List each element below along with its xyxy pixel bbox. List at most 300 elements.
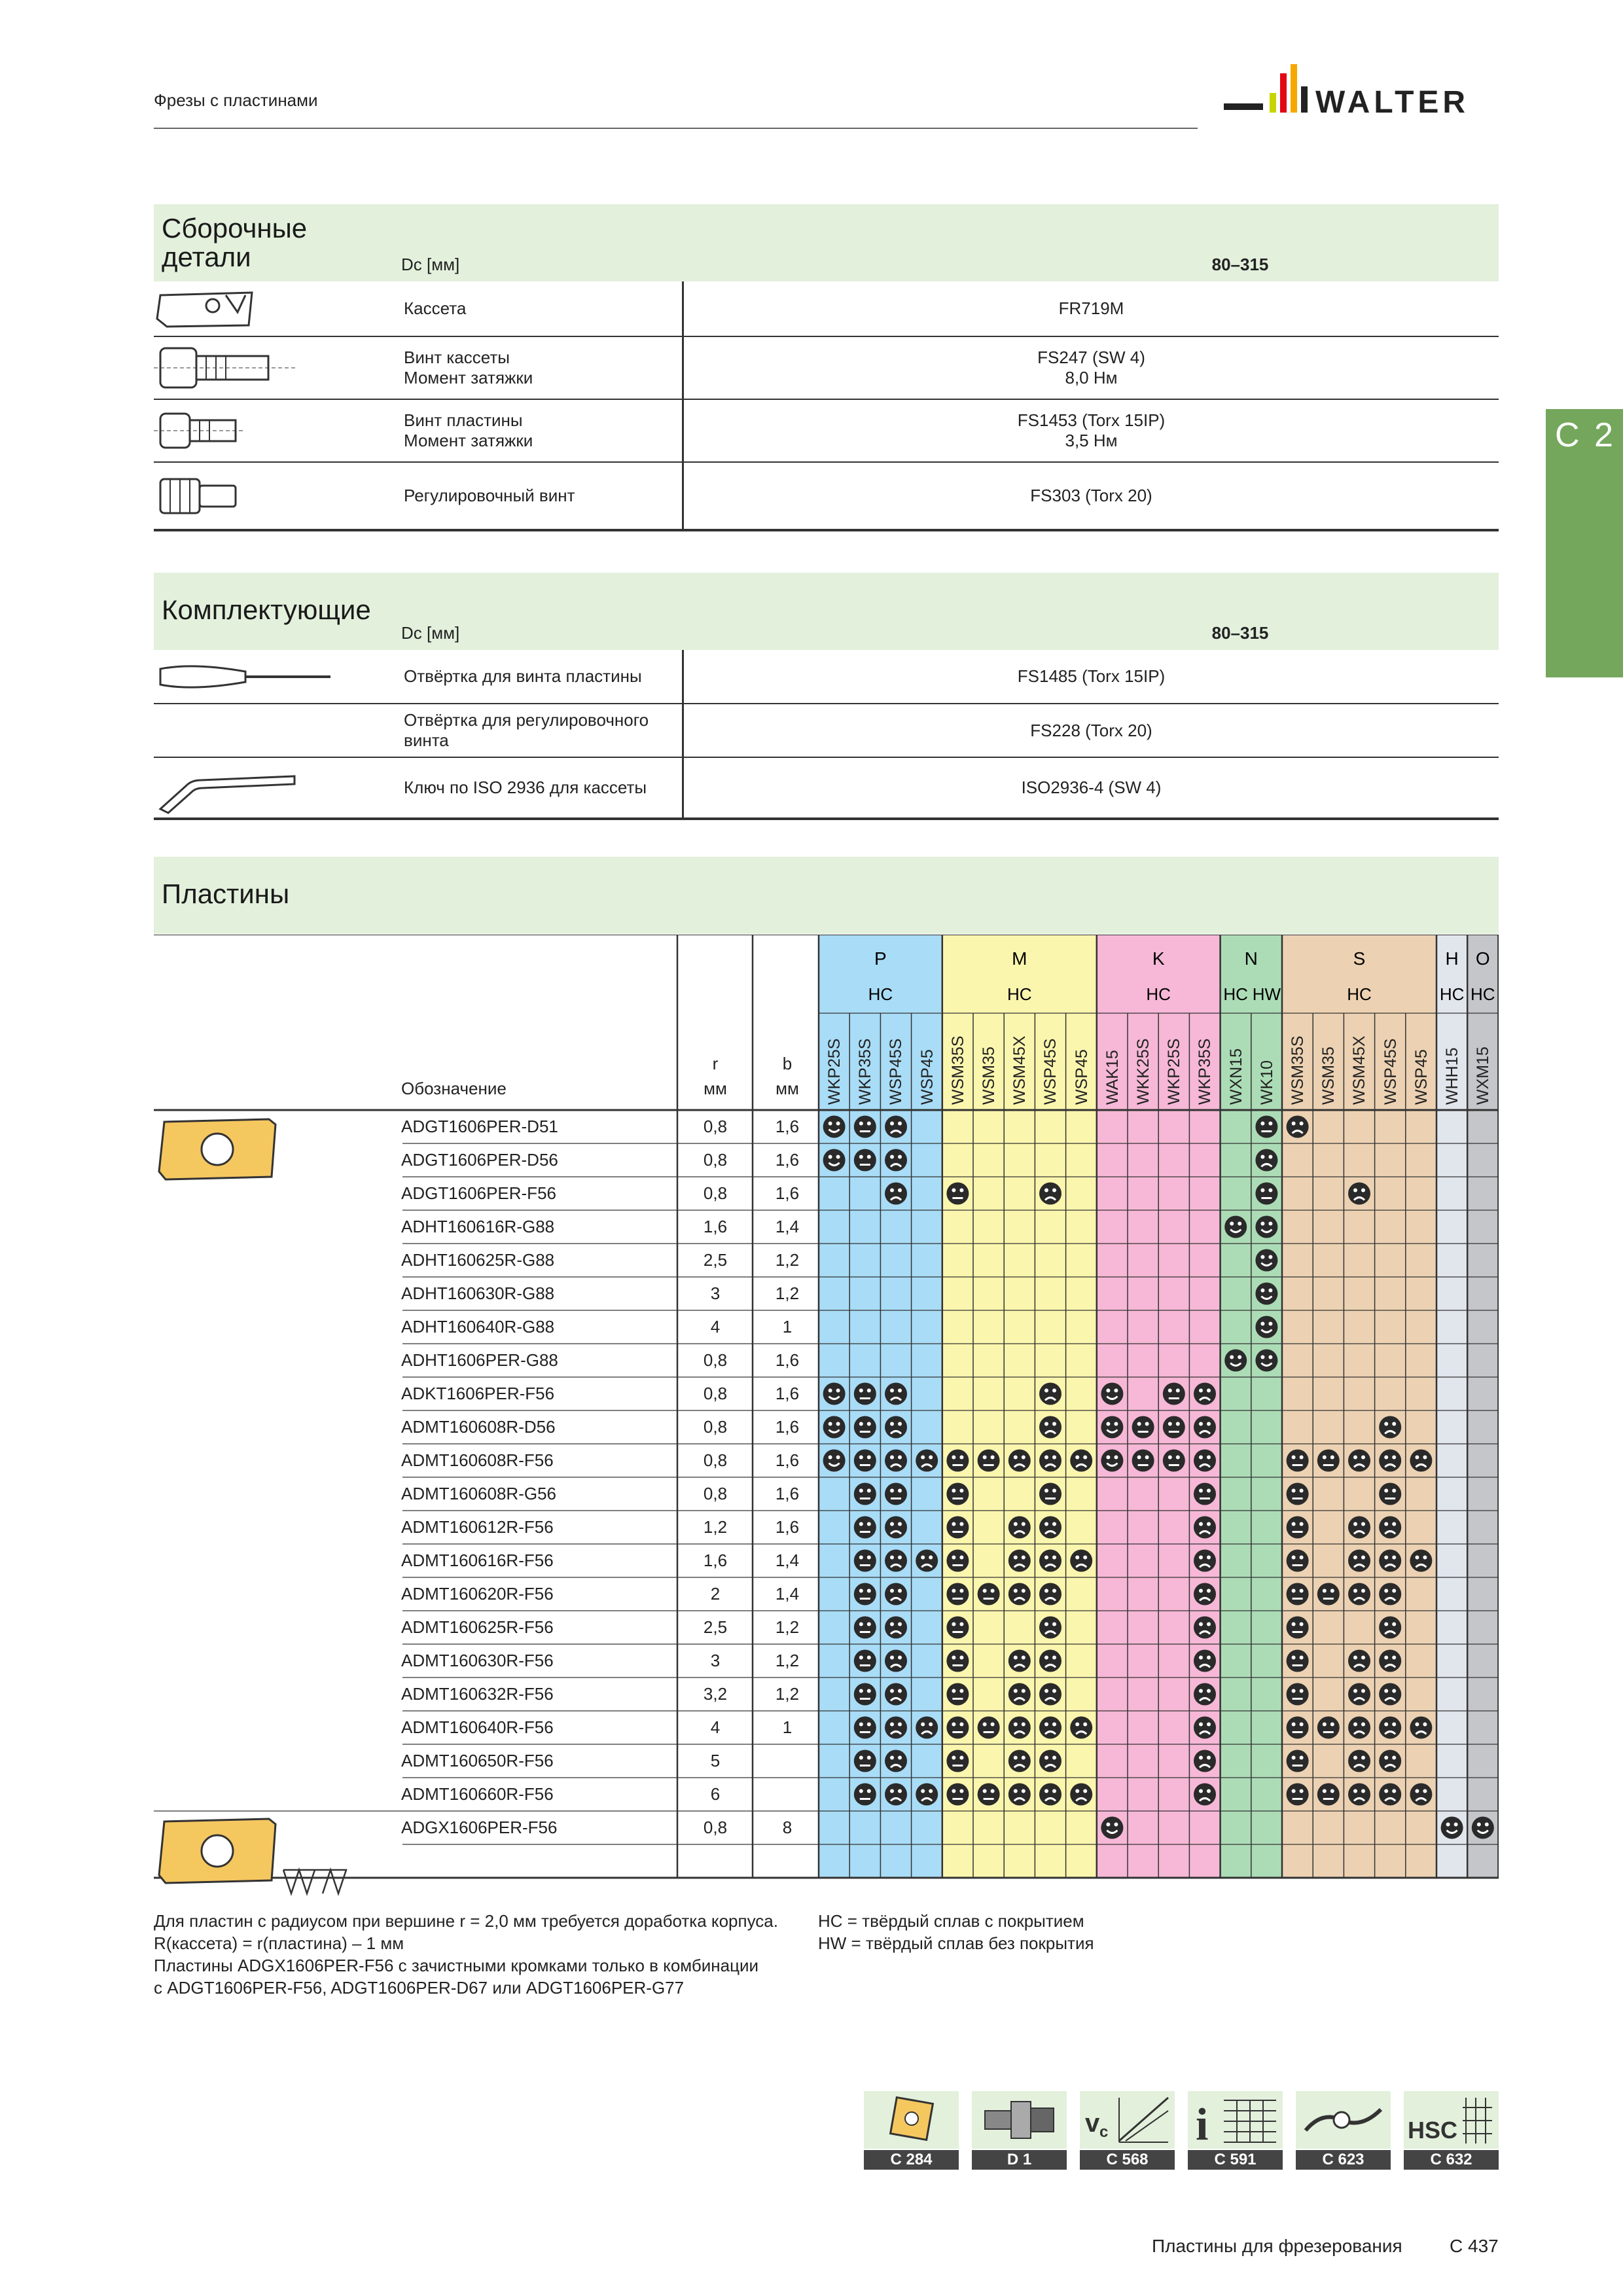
difficult-conditions-icon: [1255, 1149, 1277, 1172]
insert-b: 1,6: [775, 1150, 800, 1170]
difficult-conditions-icon: [885, 1450, 907, 1472]
insert-b: 1,6: [775, 1117, 800, 1136]
insert-b: 1,6: [775, 1450, 800, 1470]
holder-icon: [972, 2091, 1067, 2149]
assembly-label: Винт кассеты Момент затяжки: [396, 336, 683, 399]
insert-designation: ADMT160630R-F56: [401, 1651, 554, 1670]
normal-conditions-icon: [854, 1516, 876, 1539]
hsc-icon: [1404, 2091, 1499, 2149]
nav-tool-application[interactable]: [1296, 2091, 1391, 2171]
good-conditions-icon: [823, 1149, 846, 1172]
difficult-conditions-icon: [1348, 1516, 1370, 1539]
insert-b: 1: [782, 1717, 793, 1737]
good-conditions-icon: [1255, 1283, 1277, 1305]
normal-conditions-icon: [1287, 1617, 1309, 1639]
assembly-title-2: детали: [162, 242, 251, 272]
difficult-conditions-icon: [885, 1617, 907, 1639]
normal-conditions-icon: [854, 1750, 876, 1772]
group-sub: HC: [1439, 984, 1465, 1004]
nav-insert-geometry[interactable]: [864, 2091, 959, 2171]
assembly-table: [154, 281, 1499, 531]
difficult-conditions-icon: [1348, 1450, 1370, 1472]
difficult-conditions-icon: [1008, 1583, 1031, 1605]
difficult-conditions-icon: [1008, 1516, 1031, 1539]
good-conditions-icon: [823, 1383, 846, 1405]
good-conditions-icon: [1255, 1216, 1277, 1238]
accessory-label: Отвёртка для винта пластины: [396, 650, 683, 704]
cassette-screw-icon: [154, 336, 396, 399]
good-conditions-icon: [1441, 1817, 1463, 1839]
group-sub: HW: [1252, 984, 1281, 1004]
normal-conditions-icon: [1287, 1683, 1309, 1706]
normal-conditions-icon: [1317, 1450, 1340, 1472]
grade-label: WKK25S: [1134, 1038, 1152, 1105]
difficult-conditions-icon: [885, 1183, 907, 1205]
grade-label: WK10: [1257, 1060, 1276, 1105]
normal-conditions-icon: [854, 1483, 876, 1505]
difficult-conditions-icon: [1348, 1784, 1370, 1806]
normal-conditions-icon: [1132, 1416, 1154, 1439]
good-conditions-icon: [823, 1450, 846, 1472]
grade-label: WKP25S: [825, 1038, 844, 1105]
difficult-conditions-icon: [1008, 1650, 1031, 1672]
header-rule: [154, 128, 1198, 129]
normal-conditions-icon: [1379, 1483, 1401, 1505]
nav-label: C 568: [1080, 2150, 1175, 2170]
group-sub: HC: [1471, 984, 1495, 1004]
good-conditions-icon: [1101, 1383, 1123, 1405]
normal-conditions-icon: [854, 1717, 876, 1739]
group-sub: HC: [1223, 984, 1248, 1004]
col-designation: Обозначение: [401, 1079, 507, 1098]
insert-designation: ADHT1606PER-G88: [401, 1350, 558, 1370]
insert-r: 0,8: [703, 1484, 728, 1503]
normal-conditions-icon: [1163, 1450, 1185, 1472]
footnote-2: R(кассета) = r(пластина) – 1 мм: [154, 1933, 404, 1953]
accessories-table: [154, 650, 1499, 820]
grade-label: WSP45S: [1381, 1038, 1400, 1105]
group-sub: HC: [1347, 984, 1372, 1004]
difficult-conditions-icon: [1039, 1450, 1061, 1472]
insert-r: 4: [710, 1717, 721, 1737]
difficult-conditions-icon: [1379, 1516, 1401, 1539]
good-conditions-icon: [1224, 1350, 1247, 1372]
assembly-label: Регулировочный винт: [396, 462, 683, 530]
inserts-header: [154, 857, 1499, 934]
normal-conditions-icon: [1132, 1450, 1154, 1472]
dc-value: 80–315: [1211, 623, 1269, 643]
insert-designation: ADMT160632R-F56: [401, 1684, 554, 1704]
assembly-row: [154, 462, 1499, 530]
difficult-conditions-icon: [1194, 1750, 1216, 1772]
grade-label: WHH15: [1443, 1047, 1461, 1105]
normal-conditions-icon: [1163, 1383, 1185, 1405]
difficult-conditions-icon: [1348, 1550, 1370, 1572]
svg-text:HSC: HSC: [1408, 2117, 1458, 2144]
normal-conditions-icon: [946, 1516, 969, 1539]
difficult-conditions-icon: [1008, 1784, 1031, 1806]
assembly-title-1: Сборочные: [162, 213, 308, 243]
difficult-conditions-icon: [885, 1750, 907, 1772]
assembly-value: FS1453 (Torx 15IP) 3,5 Нм: [683, 399, 1499, 462]
normal-conditions-icon: [946, 1550, 969, 1572]
normal-conditions-icon: [1163, 1416, 1185, 1439]
normal-conditions-icon: [854, 1450, 876, 1472]
difficult-conditions-icon: [916, 1450, 938, 1472]
accessory-row: [154, 704, 1499, 757]
insert-r: 6: [710, 1784, 721, 1804]
difficult-conditions-icon: [1070, 1784, 1092, 1806]
insert-b: 1,4: [775, 1551, 800, 1570]
assembly-row: [154, 399, 1499, 462]
difficult-conditions-icon: [1039, 1183, 1061, 1205]
insert-r: 0,8: [703, 1117, 728, 1136]
difficult-conditions-icon: [1379, 1617, 1401, 1639]
grade-label: WSP45: [1412, 1049, 1431, 1105]
difficult-conditions-icon: [1039, 1784, 1061, 1806]
normal-conditions-icon: [946, 1583, 969, 1605]
normal-conditions-icon: [854, 1550, 876, 1572]
normal-conditions-icon: [1287, 1784, 1309, 1806]
normal-conditions-icon: [885, 1483, 907, 1505]
nav-label: C 591: [1188, 2150, 1283, 2170]
accessory-label: Ключ по ISO 2936 для кассеты: [396, 757, 683, 819]
normal-conditions-icon: [978, 1784, 1000, 1806]
normal-conditions-icon: [946, 1183, 969, 1205]
nav-label: C 284: [864, 2150, 959, 2170]
difficult-conditions-icon: [1379, 1450, 1401, 1472]
group-letter: S: [1353, 948, 1366, 969]
grade-label: WSP45: [918, 1049, 936, 1105]
normal-conditions-icon: [1255, 1116, 1277, 1138]
difficult-conditions-icon: [1348, 1750, 1370, 1772]
insert-r: 5: [710, 1751, 721, 1770]
insert-designation: ADMT160625R-F56: [401, 1617, 554, 1637]
difficult-conditions-icon: [1348, 1183, 1370, 1205]
difficult-conditions-icon: [1008, 1750, 1031, 1772]
insert-r: 2,5: [703, 1250, 728, 1270]
insert-r: 0,8: [703, 1183, 728, 1203]
assembly-label: Кассета: [396, 281, 683, 336]
group-letter: O: [1475, 948, 1490, 969]
difficult-conditions-icon: [1194, 1650, 1216, 1672]
normal-conditions-icon: [1287, 1483, 1309, 1505]
insert-designation: ADGT1606PER-F56: [401, 1183, 556, 1203]
accessory-row: [154, 650, 1499, 704]
footnote-1: Для пластин с радиусом при вершине r = 2,0 мм требуется доработка корпуса.: [154, 1911, 778, 1931]
insert-designation: ADMT160660R-F56: [401, 1784, 554, 1804]
assembly-row: [154, 336, 1499, 399]
nav-cutting-data[interactable]: [1080, 2091, 1175, 2171]
screwdriver-icon: [154, 650, 396, 704]
difficult-conditions-icon: [1039, 1416, 1061, 1439]
insert-wiper-picture: [159, 1819, 276, 1883]
grade-label: WSM35: [1319, 1047, 1338, 1105]
difficult-conditions-icon: [1194, 1784, 1216, 1806]
insert-b: 8: [782, 1818, 793, 1837]
insert-designation: ADGX1606PER-F56: [401, 1818, 558, 1837]
insert-designation: ADMT160650R-F56: [401, 1751, 554, 1770]
insert-designation: ADHT160630R-G88: [401, 1283, 555, 1303]
dc-value: 80–315: [1211, 255, 1269, 274]
normal-conditions-icon: [1317, 1717, 1340, 1739]
insert-designation: ADMT160612R-F56: [401, 1517, 554, 1537]
difficult-conditions-icon: [1008, 1550, 1031, 1572]
difficult-conditions-icon: [1039, 1650, 1061, 1672]
difficult-conditions-icon: [885, 1683, 907, 1706]
insert-b: 1,6: [775, 1350, 800, 1370]
difficult-conditions-icon: [1379, 1416, 1401, 1439]
normal-conditions-icon: [1287, 1516, 1309, 1539]
insert-b: 1,2: [775, 1617, 800, 1637]
normal-conditions-icon: [854, 1650, 876, 1672]
difficult-conditions-icon: [1194, 1583, 1216, 1605]
insert-designation: ADGT1606PER-D51: [401, 1117, 558, 1136]
difficult-conditions-icon: [1379, 1784, 1401, 1806]
wiper-edge-icon: [283, 1870, 346, 1893]
difficult-conditions-icon: [1008, 1717, 1031, 1739]
group-sub: HC: [1007, 984, 1032, 1004]
normal-conditions-icon: [978, 1450, 1000, 1472]
insert-b: 1,6: [775, 1417, 800, 1437]
insert-r: 0,8: [703, 1417, 728, 1437]
insert-r: 0,8: [703, 1818, 728, 1837]
difficult-conditions-icon: [1410, 1784, 1432, 1806]
insert-b: 1,2: [775, 1651, 800, 1670]
cutting-data-icon: [1080, 2091, 1175, 2149]
difficult-conditions-icon: [1039, 1683, 1061, 1706]
difficult-conditions-icon: [916, 1550, 938, 1572]
difficult-conditions-icon: [1379, 1750, 1401, 1772]
difficult-conditions-icon: [1070, 1550, 1092, 1572]
insert-r: 0,8: [703, 1384, 728, 1403]
difficult-conditions-icon: [1379, 1683, 1401, 1706]
normal-conditions-icon: [978, 1583, 1000, 1605]
grade-label: WKP25S: [1165, 1038, 1184, 1105]
good-conditions-icon: [1255, 1316, 1277, 1338]
difficult-conditions-icon: [1348, 1683, 1370, 1706]
normal-conditions-icon: [854, 1116, 876, 1138]
insert-designation: ADMT160608R-D56: [401, 1417, 556, 1437]
grade-label: WSP45S: [887, 1038, 906, 1105]
difficult-conditions-icon: [1039, 1583, 1061, 1605]
assembly-value: FR719M: [683, 281, 1499, 336]
tool-application-icon: [1296, 2091, 1391, 2149]
assembly-row: [154, 281, 1499, 336]
group-letter: P: [874, 948, 887, 969]
nav-hsc[interactable]: [1404, 2091, 1499, 2171]
accessories-header: [154, 573, 1499, 650]
insert-designation: ADMT160608R-G56: [401, 1484, 556, 1503]
normal-conditions-icon: [854, 1149, 876, 1172]
grade-label: WSM45X: [1010, 1035, 1029, 1105]
difficult-conditions-icon: [885, 1784, 907, 1806]
difficult-conditions-icon: [1070, 1717, 1092, 1739]
nav-label: C 623: [1296, 2150, 1391, 2170]
normal-conditions-icon: [1287, 1750, 1309, 1772]
difficult-conditions-icon: [1379, 1717, 1401, 1739]
normal-conditions-icon: [1194, 1483, 1216, 1505]
insert-b: 1,2: [775, 1283, 800, 1303]
difficult-conditions-icon: [885, 1116, 907, 1138]
good-conditions-icon: [1255, 1350, 1277, 1372]
svg-text:WALTER: WALTER: [1315, 85, 1470, 120]
insert-r: 1,2: [703, 1517, 728, 1537]
dc-label: Dc [мм]: [401, 623, 460, 643]
grade-label: WXN15: [1226, 1048, 1245, 1105]
difficult-conditions-icon: [1348, 1650, 1370, 1672]
difficult-conditions-icon: [1039, 1550, 1061, 1572]
difficult-conditions-icon: [1379, 1650, 1401, 1672]
grade-label: WSM45X: [1350, 1035, 1369, 1105]
difficult-conditions-icon: [885, 1516, 907, 1539]
insert-b: 1,4: [775, 1584, 800, 1604]
grade-label: WAK15: [1103, 1050, 1122, 1105]
assembly-label: Винт пластины Момент затяжки: [396, 399, 683, 462]
good-conditions-icon: [1472, 1817, 1494, 1839]
normal-conditions-icon: [946, 1717, 969, 1739]
insert-designation: ADMT160640R-F56: [401, 1717, 554, 1737]
footer-section: Пластины для фрезерования: [1152, 2236, 1402, 2256]
difficult-conditions-icon: [1039, 1516, 1061, 1539]
col-b: b: [782, 1054, 793, 1073]
section-tab[interactable]: [1546, 409, 1623, 677]
difficult-conditions-icon: [1194, 1383, 1216, 1405]
difficult-conditions-icon: [1008, 1450, 1031, 1472]
insert-designation: ADGT1606PER-D56: [401, 1150, 558, 1170]
good-conditions-icon: [823, 1416, 846, 1439]
difficult-conditions-icon: [885, 1550, 907, 1572]
difficult-conditions-icon: [1039, 1383, 1061, 1405]
group-letter: M: [1012, 948, 1027, 969]
nav-label: D 1: [972, 2150, 1067, 2170]
footnote-3: Пластины ADGX1606PER-F56 с зачистными кромками только в комбинации: [154, 1956, 759, 1975]
walter-logo: [1224, 60, 1499, 132]
insert-b: 1,6: [775, 1384, 800, 1403]
insert-geometry-icon: [864, 2091, 959, 2149]
svg-text:c: c: [1099, 2123, 1109, 2141]
difficult-conditions-icon: [916, 1784, 938, 1806]
insert-r: 0,8: [703, 1450, 728, 1470]
difficult-conditions-icon: [1194, 1550, 1216, 1572]
inserts-title: Пластины: [162, 878, 290, 909]
footnote-4: с ADGT1606PER-F56, ADGT1606PER-D67 или ADGT1606PER-G77: [154, 1978, 685, 1998]
svg-text:v: v: [1085, 2109, 1100, 2138]
insert-designation: ADHT160640R-G88: [401, 1317, 555, 1336]
difficult-conditions-icon: [1070, 1450, 1092, 1472]
normal-conditions-icon: [1317, 1583, 1340, 1605]
insert-b: 1,2: [775, 1684, 800, 1704]
nav-label: C 632: [1404, 2150, 1499, 2170]
normal-conditions-icon: [854, 1583, 876, 1605]
legend-hc: HC = твёрдый сплав с покрытием: [818, 1911, 1084, 1931]
normal-conditions-icon: [946, 1784, 969, 1806]
difficult-conditions-icon: [1039, 1717, 1061, 1739]
difficult-conditions-icon: [1348, 1583, 1370, 1605]
group-letter: N: [1244, 948, 1258, 969]
grade-label: WSP45: [1072, 1049, 1091, 1105]
insert-r: 4: [710, 1317, 721, 1336]
normal-conditions-icon: [946, 1450, 969, 1472]
insert-b: 1: [782, 1317, 793, 1336]
difficult-conditions-icon: [885, 1383, 907, 1405]
header-title: Фрезы с пластинами: [154, 90, 318, 110]
difficult-conditions-icon: [1287, 1116, 1309, 1138]
grade-label: WKP35S: [856, 1038, 875, 1105]
normal-conditions-icon: [1287, 1717, 1309, 1739]
normal-conditions-icon: [946, 1683, 969, 1706]
group-letter: K: [1152, 948, 1165, 969]
normal-conditions-icon: [946, 1483, 969, 1505]
accessory-row: [154, 757, 1499, 819]
insert-b: 1,6: [775, 1484, 800, 1503]
dc-label: Dc [мм]: [401, 255, 460, 274]
grade-label: WSM35: [980, 1047, 998, 1105]
insert-picture: [159, 1119, 276, 1179]
difficult-conditions-icon: [1194, 1683, 1216, 1706]
difficult-conditions-icon: [885, 1583, 907, 1605]
normal-conditions-icon: [978, 1717, 1000, 1739]
insert-b: 1,2: [775, 1250, 800, 1270]
insert-screw-icon: [154, 399, 396, 462]
assembly-value: FS247 (SW 4) 8,0 Нм: [683, 336, 1499, 399]
difficult-conditions-icon: [1379, 1550, 1401, 1572]
section-tab-label: C 2: [1555, 416, 1616, 454]
group-sub: HC: [1146, 984, 1171, 1004]
difficult-conditions-icon: [1194, 1717, 1216, 1739]
grade-label: WKP35S: [1196, 1038, 1215, 1105]
normal-conditions-icon: [1287, 1550, 1309, 1572]
adjusting-screw-icon: [154, 462, 396, 530]
accessory-value: FS228 (Torx 20): [683, 704, 1499, 757]
insert-r: 0,8: [703, 1150, 728, 1170]
grade-label: WSM35S: [1289, 1035, 1307, 1105]
difficult-conditions-icon: [1039, 1617, 1061, 1639]
normal-conditions-icon: [1255, 1183, 1277, 1205]
nav-info[interactable]: [1188, 2091, 1283, 2171]
col-r-unit: мм: [704, 1079, 727, 1098]
normal-conditions-icon: [854, 1784, 876, 1806]
difficult-conditions-icon: [885, 1650, 907, 1672]
grade-label: WSP45S: [1041, 1038, 1060, 1105]
difficult-conditions-icon: [885, 1717, 907, 1739]
normal-conditions-icon: [854, 1683, 876, 1706]
difficult-conditions-icon: [1008, 1683, 1031, 1706]
col-b-unit: мм: [776, 1079, 799, 1098]
assembly-header: [154, 204, 1499, 281]
normal-conditions-icon: [946, 1750, 969, 1772]
difficult-conditions-icon: [1194, 1516, 1216, 1539]
difficult-conditions-icon: [1194, 1617, 1216, 1639]
info-table-icon: [1188, 2091, 1283, 2149]
svg-text:i: i: [1196, 2100, 1209, 2149]
normal-conditions-icon: [946, 1617, 969, 1639]
legend-hw: HW = твёрдый сплав без покрытия: [818, 1933, 1094, 1953]
insert-b: 1,6: [775, 1183, 800, 1203]
good-conditions-icon: [1101, 1817, 1123, 1839]
normal-conditions-icon: [854, 1617, 876, 1639]
insert-r: 1,6: [703, 1551, 728, 1570]
insert-designation: ADMT160620R-F56: [401, 1584, 554, 1604]
assembly-value: FS303 (Torx 20): [683, 462, 1499, 530]
page-number: C 437: [1450, 2236, 1499, 2256]
accessory-value: ISO2936-4 (SW 4): [683, 757, 1499, 819]
nav-holder[interactable]: [972, 2091, 1067, 2171]
good-conditions-icon: [1101, 1450, 1123, 1472]
insert-designation: ADKT1606PER-F56: [401, 1384, 555, 1403]
normal-conditions-icon: [854, 1416, 876, 1439]
insert-r: 3: [710, 1283, 721, 1303]
